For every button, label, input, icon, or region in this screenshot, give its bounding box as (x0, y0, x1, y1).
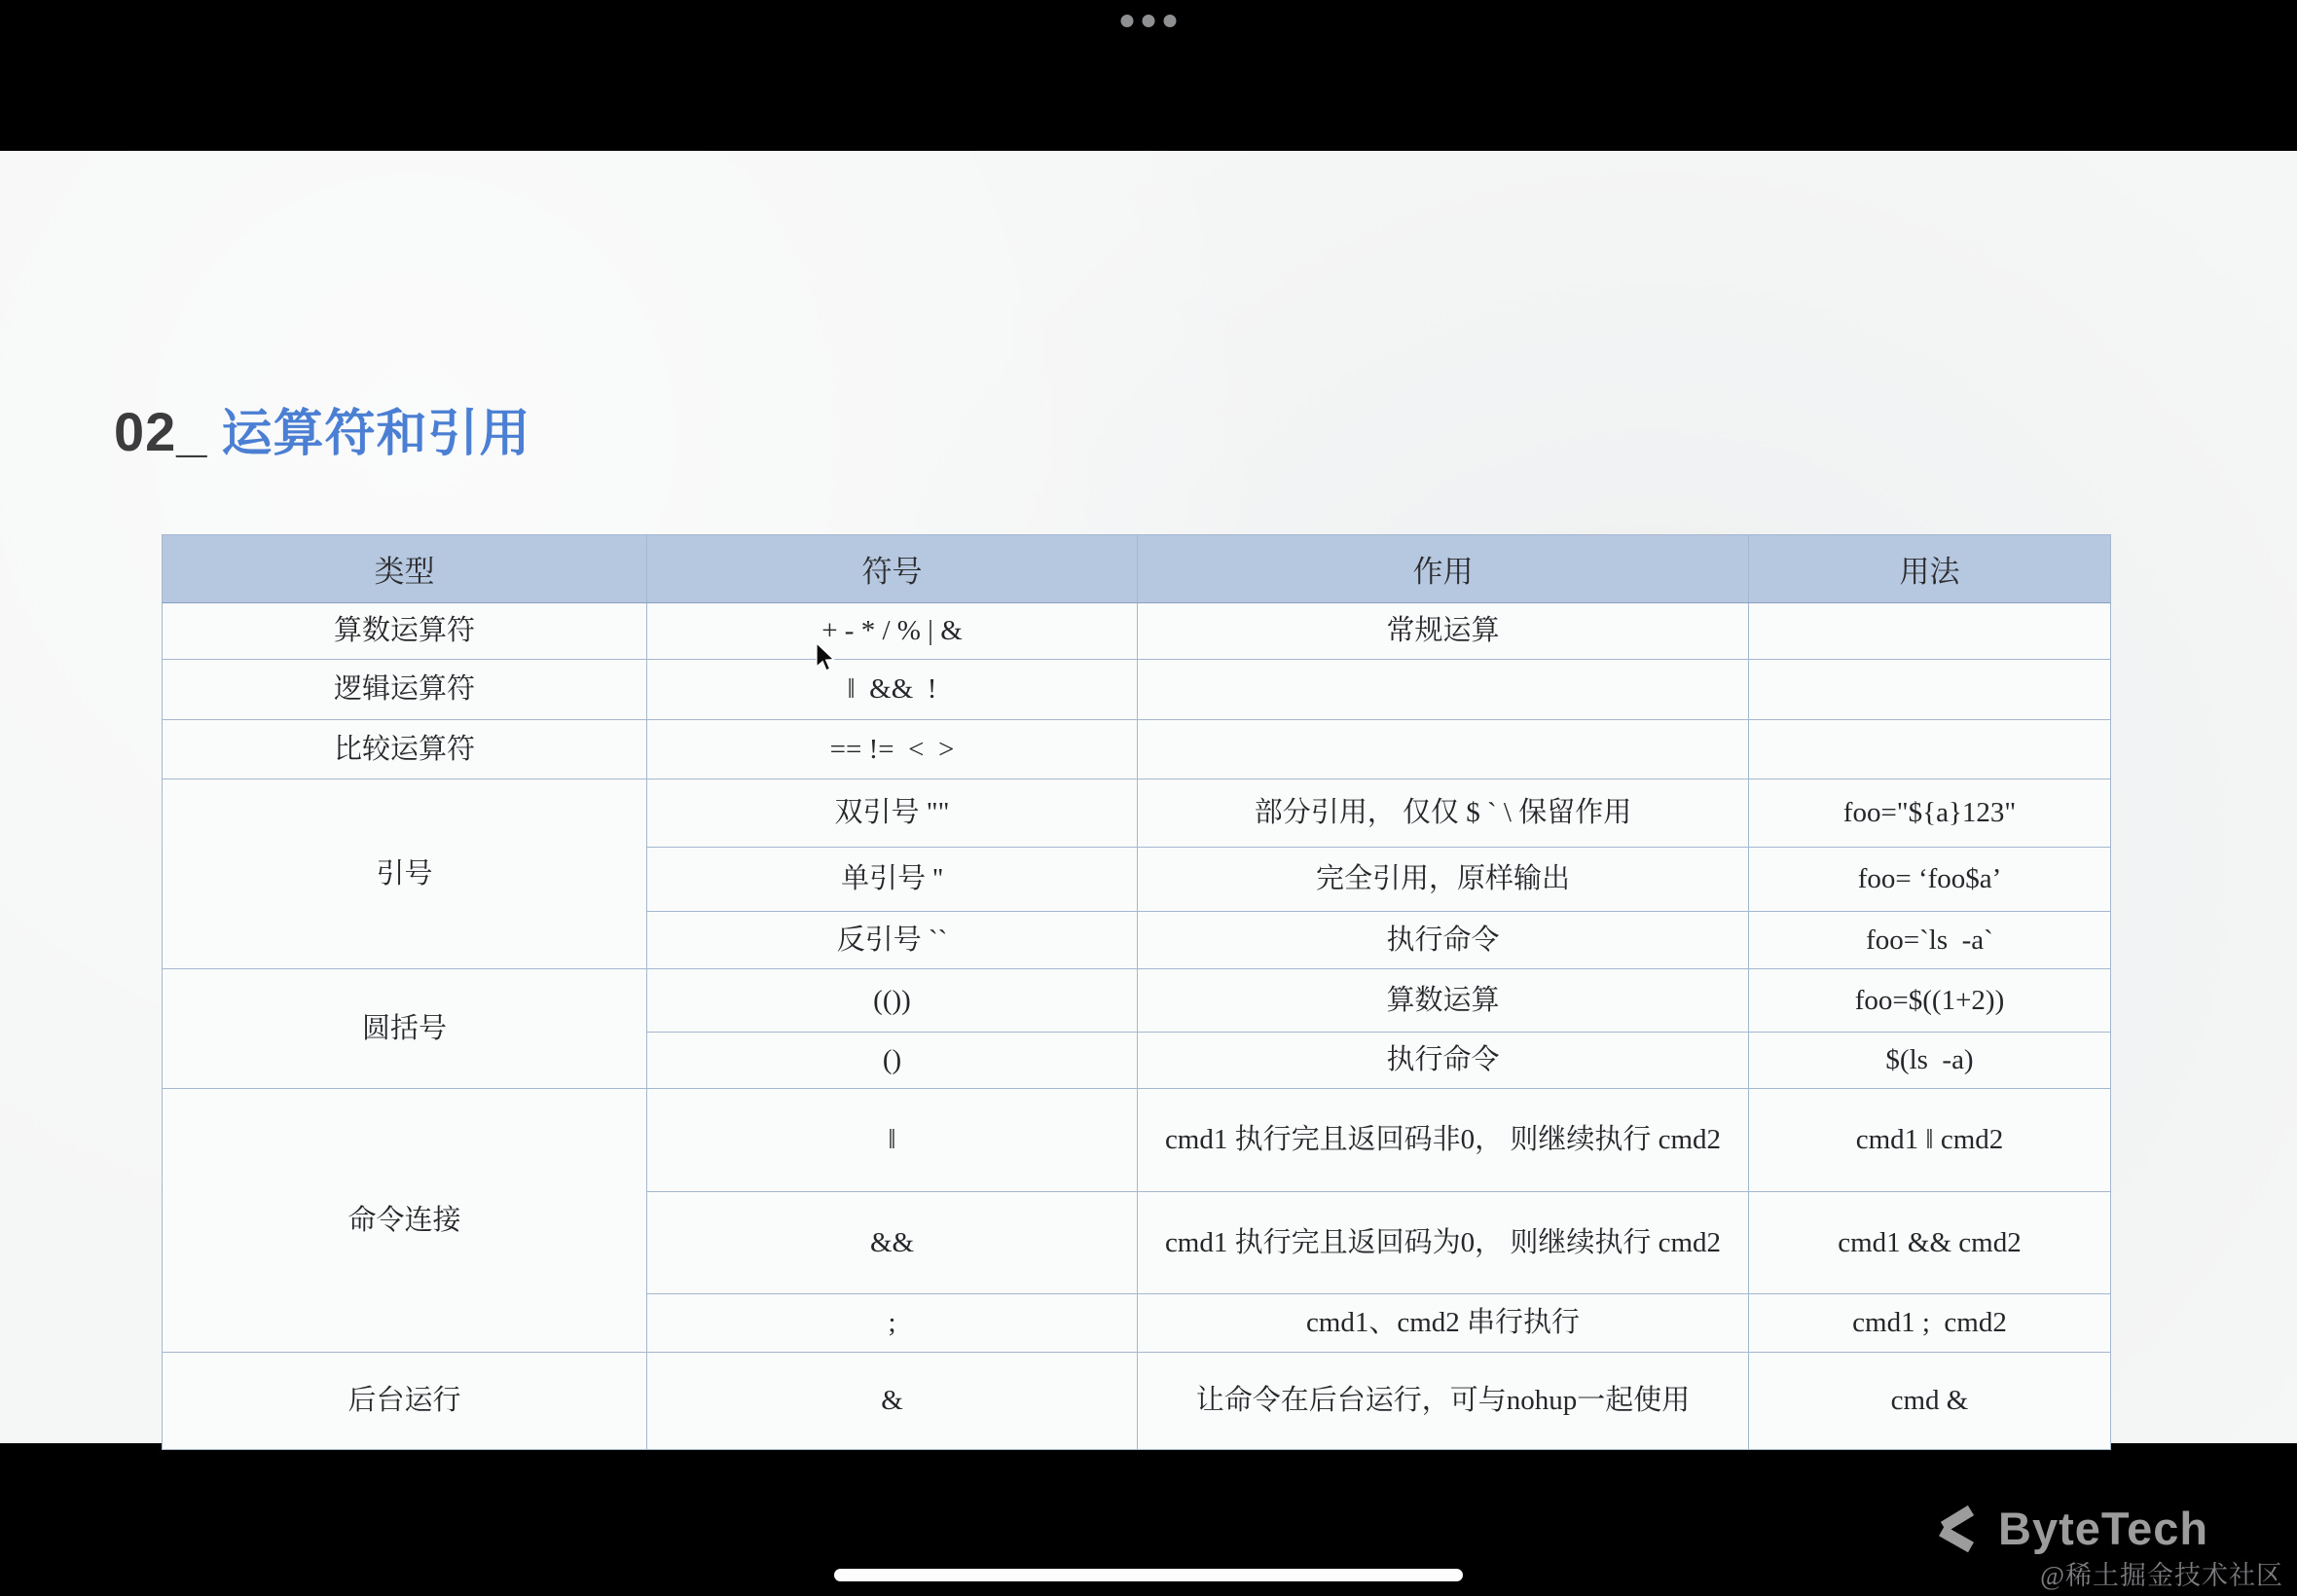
cell-type: 圆括号 (163, 969, 647, 1089)
multitask-dots-icon[interactable] (1121, 15, 1177, 27)
table-row (163, 603, 2111, 660)
bytetech-logo (1932, 1502, 2208, 1555)
cell-usage (1749, 660, 2111, 720)
cell-type: 命令连接 (163, 1089, 647, 1353)
cell-function: 算数运算 (1138, 969, 1749, 1033)
cell-usage: foo="${a}123" (1749, 780, 2111, 848)
dot-icon (1164, 15, 1177, 27)
table-row (163, 969, 2111, 1033)
watermark-text: @稀土掘金技术社区 (2040, 1561, 2283, 1590)
bytetech-chevron-icon (1932, 1504, 1983, 1554)
cell-function (1138, 720, 1749, 780)
slide-title-text: 运算符和引用 (221, 406, 531, 462)
cell-symbol: 反引号 `` (647, 912, 1138, 969)
cell-function: 让命令在后台运行，可与nohup一起使用 (1138, 1353, 1749, 1450)
cell-usage: foo= ‘foo$a’ (1749, 848, 2111, 912)
cell-type: 引号 (163, 780, 647, 969)
bytetech-logo-text: ByteTech (1998, 1503, 2209, 1554)
table-row (163, 1353, 2111, 1450)
cell-usage: cmd & (1749, 1353, 2111, 1450)
cell-function: cmd1 执行完且返回码为0， 则继续执行 cmd2 (1138, 1192, 1749, 1294)
operators-table (162, 534, 2111, 1450)
slide-title-number: 02_ (114, 401, 208, 462)
dot-icon (1143, 15, 1155, 27)
slide-canvas (0, 151, 2297, 1554)
cell-usage (1749, 720, 2111, 780)
cell-function: 常规运算 (1138, 603, 1749, 660)
table-row (163, 720, 2111, 780)
cell-usage: cmd1 ; cmd2 (1749, 1294, 2111, 1353)
table-row (163, 1089, 2111, 1192)
cell-usage (1749, 603, 2111, 660)
cell-usage: foo=`ls -a` (1749, 912, 2111, 969)
table-header-row (163, 535, 2111, 603)
slide-title (114, 392, 530, 465)
cell-function (1138, 660, 1749, 720)
cell-symbol: () (647, 1033, 1138, 1089)
cell-function: 完全引用，原样输出 (1138, 848, 1749, 912)
cell-symbol: + - * / % | & (647, 603, 1138, 660)
cell-function: 执行命令 (1138, 1033, 1749, 1089)
cell-symbol: 单引号 '' (647, 848, 1138, 912)
header-function: 作用 (1138, 535, 1749, 603)
cell-usage: $(ls -a) (1749, 1033, 2111, 1089)
cell-type: 逻辑运算符 (163, 660, 647, 720)
table-row (163, 660, 2111, 720)
header-type: 类型 (163, 535, 647, 603)
header-usage: 用法 (1749, 535, 2111, 603)
cell-symbol: & (647, 1353, 1138, 1450)
cell-function: 部分引用， 仅仅 $ ` \ 保留作用 (1138, 780, 1749, 848)
cell-symbol: && (647, 1192, 1138, 1294)
cell-symbol: (()) (647, 969, 1138, 1033)
dot-icon (1121, 15, 1134, 27)
cell-symbol: ; (647, 1294, 1138, 1353)
cell-function: cmd1、cmd2 串行执行 (1138, 1294, 1749, 1353)
cell-type: 后台运行 (163, 1353, 647, 1450)
cell-function: 执行命令 (1138, 912, 1749, 969)
cell-type: 算数运算符 (163, 603, 647, 660)
table-row (163, 780, 2111, 848)
cell-usage: cmd1 ‖ cmd2 (1749, 1089, 2111, 1192)
cell-symbol: 双引号 "" (647, 780, 1138, 848)
cell-symbol: == != < > (647, 720, 1138, 780)
cell-function: cmd1 执行完且返回码非0， 则继续执行 cmd2 (1138, 1089, 1749, 1192)
mouse-cursor-icon (814, 642, 837, 675)
cell-usage: cmd1 && cmd2 (1749, 1192, 2111, 1294)
header-symbol: 符号 (647, 535, 1138, 603)
cell-symbol: ‖ && ! (647, 660, 1138, 720)
home-indicator[interactable] (834, 1569, 1463, 1581)
cell-symbol: ‖ (647, 1089, 1138, 1192)
cell-usage: foo=$((1+2)) (1749, 969, 2111, 1033)
cell-type: 比较运算符 (163, 720, 647, 780)
